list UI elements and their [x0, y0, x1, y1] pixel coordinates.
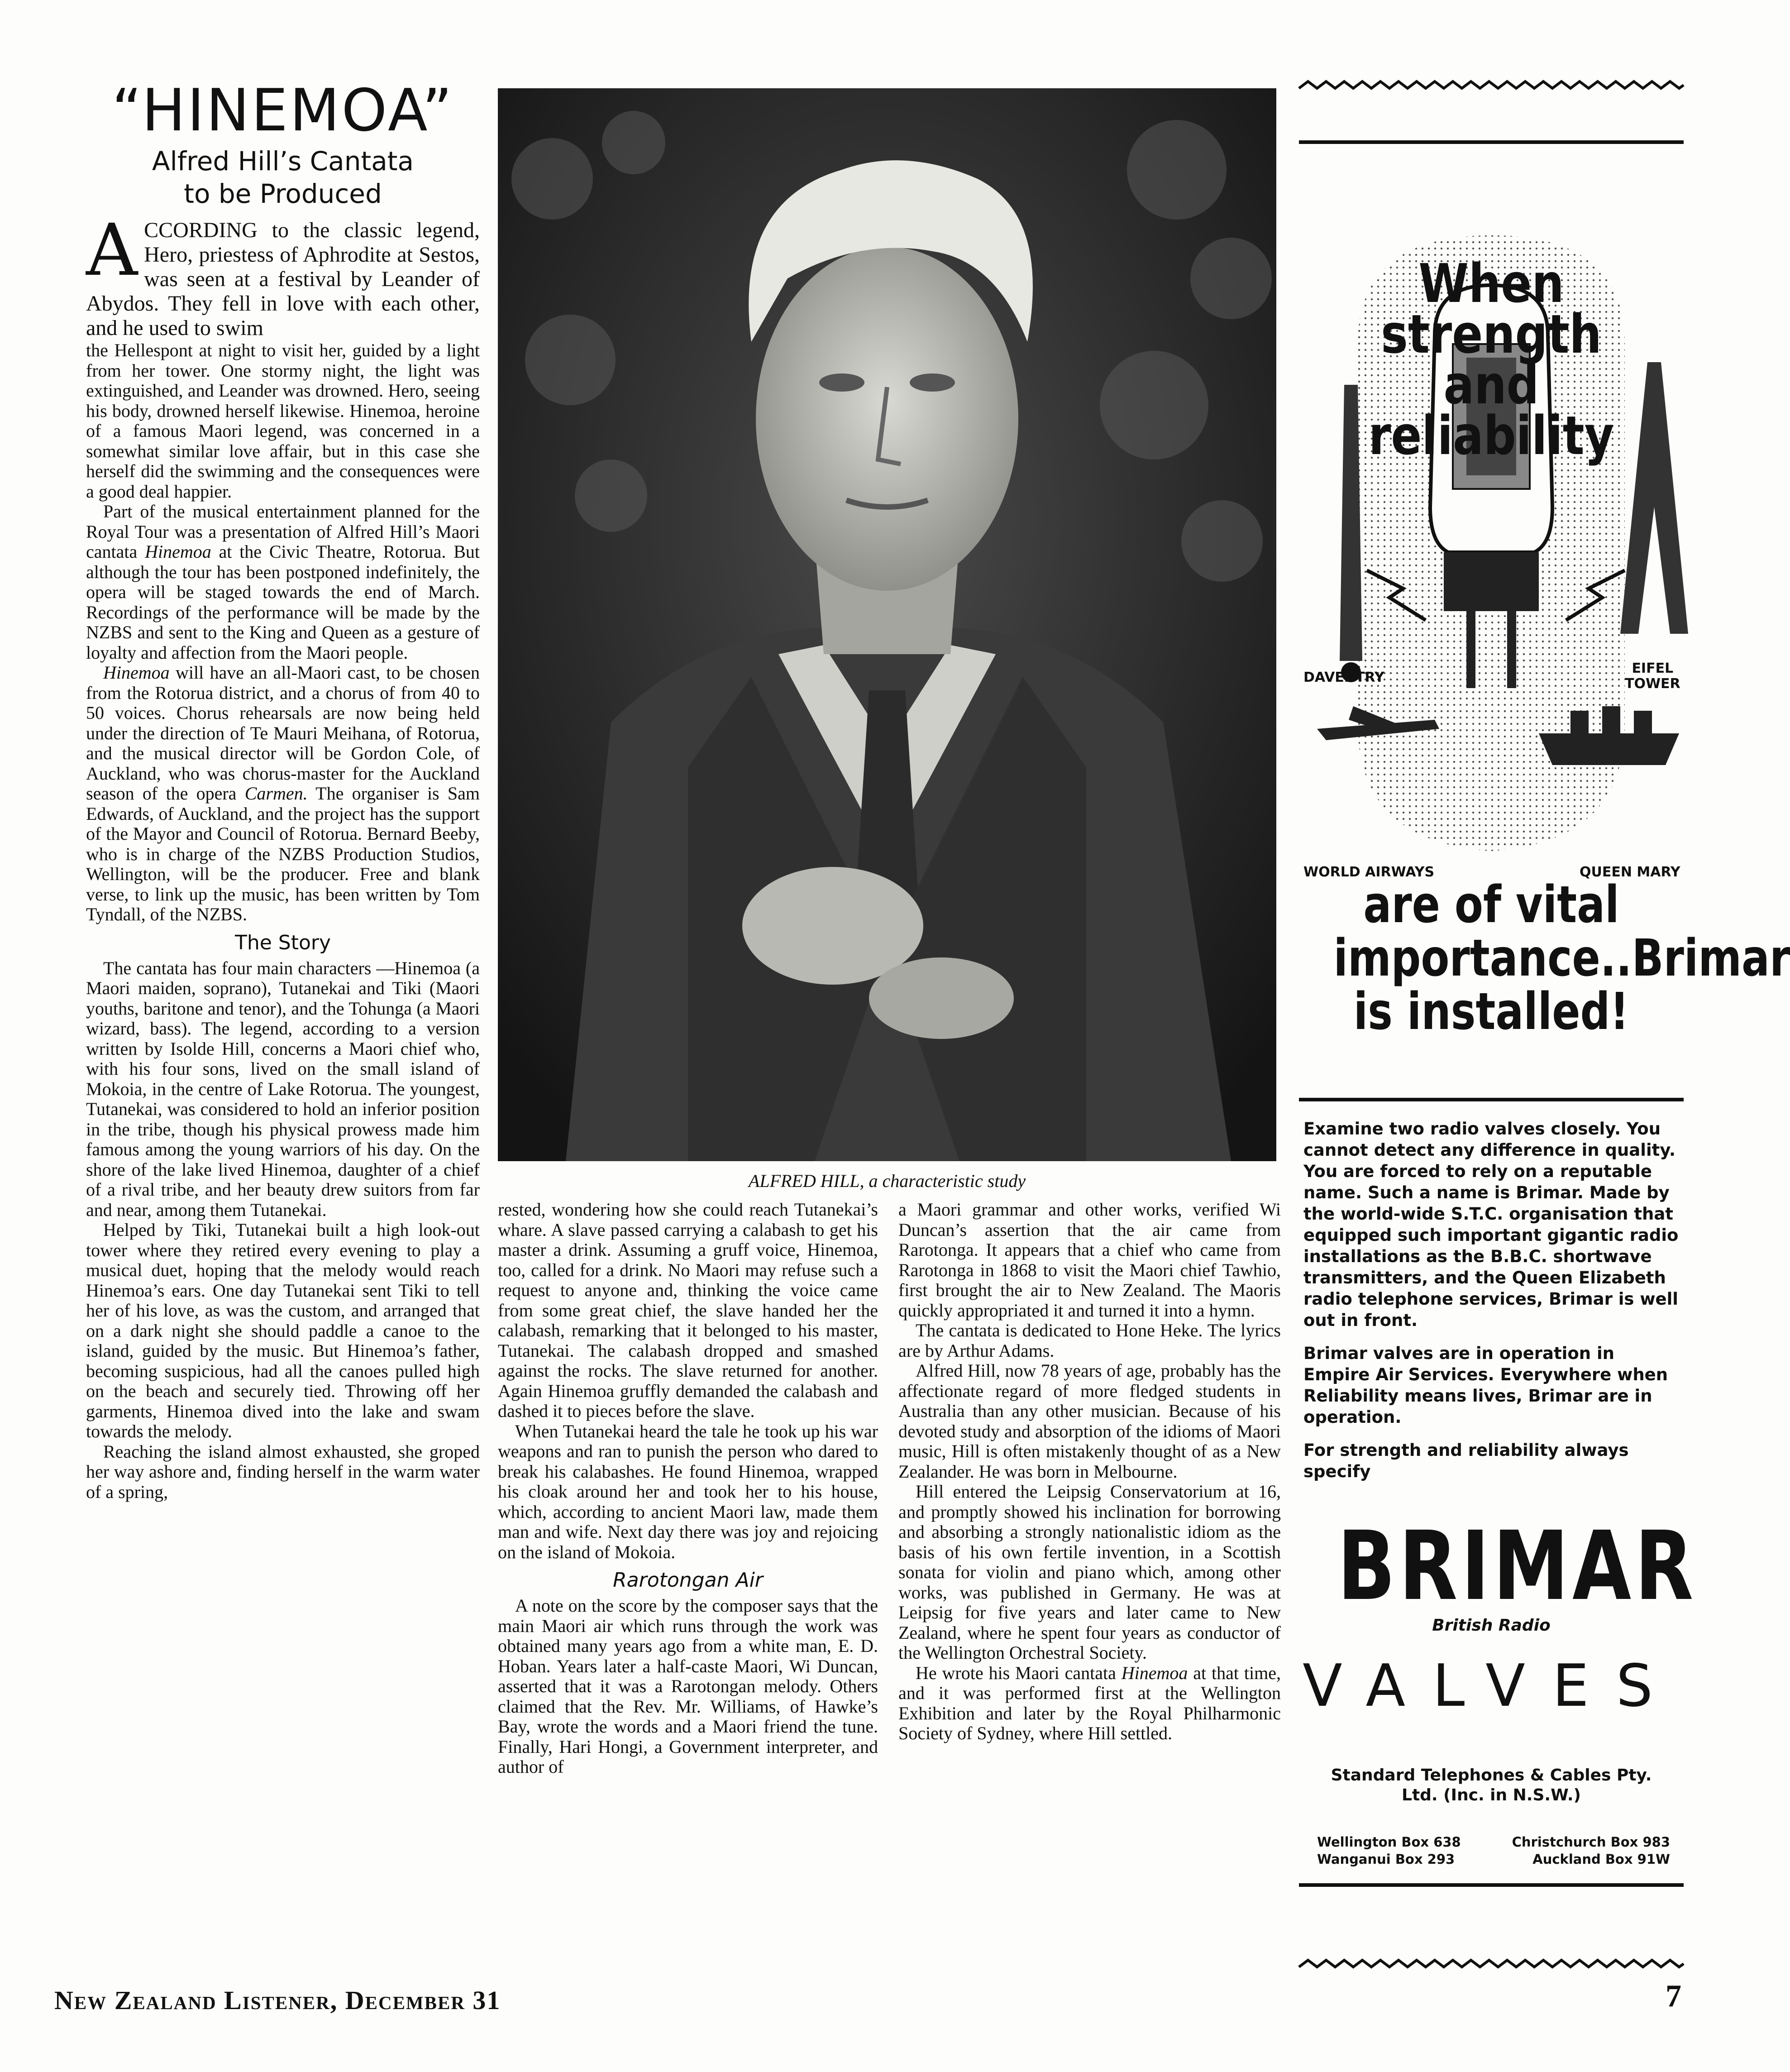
story-paragraph-3: Reaching the island almost exhausted, she groped her way ashore and, finding herself in the warm water of a spring,	[86, 1441, 480, 1502]
ad-body-paragraph-2: Brimar valves are in operation in Empire Air Services. Everywhere when Reliability means lives, Brimar are in operation.	[1303, 1344, 1668, 1427]
portrait-photo	[498, 88, 1276, 1161]
col3-paragraph-1: a Maori grammar and other works, verified Wi Duncan’s assertion that the air came from Rarotonga. It appears that a chief who came from Rarotonga in 1868 to visit the Maori chief Tawhio, first brought the air to New Zealand. The Maoris quickly appropriated it and turned it into a hymn.	[898, 1199, 1281, 1321]
col3-p5-text-a: He wrote his Maori cantata	[916, 1662, 1122, 1683]
ad-headline-middle	[1333, 876, 1790, 1041]
ad-middle-rule	[1299, 1098, 1684, 1101]
paragraph-3	[86, 663, 480, 925]
office-auckland: Auckland Box 91W	[1532, 1852, 1670, 1867]
label-eifel-line2: TOWER	[1625, 676, 1680, 692]
story-paragraph-1: The cantata has four main characters —Hinemoa (a Maori maiden, soprano), Tutanekai and Tiki (Maori youths, baritone and tenor), and the Tohunga (a Maori wizard, bass). The legend, according to a version written by Isolde Hill, concerns a Maori chief who, with his four sons, lived on the small island of Mokoia, in the centre of Lake Rotorua. The youngest, Tutanekai, was considered to hold an inferior position in the tribe, though his physical prowess made him famous among the young warriors of his day. On the shore of the lake lived Hinemoa, daughter of a chief of a rival tribe, and her beauty drew suitors from far and near, among them Tutanekai.	[86, 957, 480, 1220]
p3-italic-2: Carmen.	[244, 783, 308, 804]
ad-headline-top-line2: reliability	[1368, 404, 1614, 467]
article-column-3	[898, 1200, 1281, 1744]
subtitle-line-1: Alfred Hill’s Cantata	[152, 146, 414, 177]
p2-italic: Hinemoa	[145, 541, 211, 562]
ad-top-rule	[1299, 140, 1684, 144]
ad-body-copy	[1303, 1118, 1679, 1494]
office-addresses	[1317, 1833, 1670, 1868]
subhead-the-story: The Story	[234, 931, 331, 954]
office-wellington: Wellington Box 638	[1317, 1834, 1461, 1850]
ad-headline-top	[1328, 252, 1655, 467]
brand-tagline: British Radio	[1432, 1616, 1551, 1635]
masthead-footer: New Zealand Listener, December 31	[54, 1986, 501, 2015]
p3-italic: Hinemoa	[103, 662, 170, 683]
office-wanganui: Wanganui Box 293	[1317, 1852, 1455, 1867]
col2-paragraph-1: rested, wondering how she could reach Tutanekai’s whare. A slave passed carrying a calabash to get his master a drink. Assuming a gruff voice, Hinemoa, too, called for a drink. No Maori may refuse such a request to anyone and, thinking the voice came from some great chief, the slave handed her the calabash, remarking that it belonged to his master, Tutanekai. The calabash dropped and smashed against the rocks. The slave returned for another. Again Hinemoa gruffly demanded the calabash and dashed it to pieces before the slave.	[498, 1199, 878, 1421]
office-row-1	[1317, 1833, 1670, 1851]
col2-paragraph-3: A note on the score by the composer says that the main Maori air which runs through the work was obtained many years ago from a white man, E. D. Hoban. Years later a half-caste Maori, Wi Duncan, asserted that it was a Rarotongan melody. Others claimed that the Rev. Mr. Williams, of Hawke’s Bay, wrote the words and a Maori friend the tune. Finally, Hari Hongi, a Government interpreter, and author of	[498, 1595, 878, 1777]
ad-headline-mid-line3: is installed!	[1353, 982, 1629, 1041]
label-queen-mary: QUEEN MARY	[1580, 864, 1680, 880]
ad-bottom-zigzag-border	[1299, 1956, 1684, 1974]
col3-paragraph-2: The cantata is dedicated to Hone Heke. The lyrics are by Arthur Adams.	[898, 1320, 1281, 1361]
company-line-2: Ltd. (Inc. in N.S.W.)	[1402, 1786, 1581, 1804]
drop-cap: A	[86, 209, 138, 292]
lead-paragraph	[86, 209, 480, 340]
label-daventry: DAVENTRY	[1303, 670, 1384, 685]
photo-caption: ALFRED HILL, a characteristic study	[748, 1171, 1026, 1191]
p2-text-a: Part of the musical entertainment planned for the Royal Tour was a presentation of Alfred Hill’s Maori cantata	[86, 501, 480, 562]
col3-p5-text-b: at that time, and it was performed first at the Wellington Exhibition and later by the Royal Philharmonic Society of Sydney, where Hill settled.	[898, 1662, 1281, 1743]
ad-headline-mid-line1: are of vital	[1363, 876, 1619, 934]
lead-rest-paragraph: the Hellespont at night to visit her, guided by a light from her tower. One stormy night, the light was extinguished, and Leander was drowned. Hero, seeing his body, drowned herself likewise. Hinemoa, heroine of a famous Maori legend, was concerned in a somewhat similar love affair, but in this case she herself did the swimming and the consequences were a good deal happier.	[86, 340, 480, 502]
brimar-advertisement	[1299, 77, 1790, 1987]
article-subtitle	[86, 145, 480, 210]
article-body-col1	[86, 209, 480, 1502]
company-line-1: Standard Telephones & Cables Pty.	[1331, 1766, 1652, 1785]
story-paragraph-2: Helped by Tiki, Tutanekai built a high look-out tower where they retired every evening to play a musical duet, hoping that the melody would reach Hinemoa’s ears. One day Tutanekai sent Tiki to tell her of his love, as was the custom, and arranged that on a dark night she should paddle a canoe to the island, guided by the music. But Hinemoa’s father, becoming suspicious, had all the canoes pulled high on the beach and securely tied. Throwing off her garments, Hinemoa dived into the lake and swam towards the melody.	[86, 1220, 480, 1441]
p3-text-a: will have an all-Maori cast, to be chosen from the Rotorua district, and a chorus of from 40 to 50 voices. Chorus rehearsals are now being held under the direction of Te Mauri Meihana, of Rotorua, and the musical director will be Gordon Cole, of Auckland, who was chorus-master for the Auckland season of the opera	[86, 662, 480, 804]
ad-body-paragraph-3: For strength and reliability always specify	[1303, 1440, 1629, 1481]
subhead-rarotongan-air: Rarotongan Air	[613, 1569, 763, 1592]
ad-headline-top-line1: When strength and	[1381, 252, 1602, 416]
subtitle-line-2: to be Produced	[184, 178, 382, 209]
article-title: “HINEMOA”	[112, 77, 454, 144]
p3-text-b: The organiser is Sam Edwards, of Auckland, and the project has the support of the Mayor and Council of Rotorua. Bernard Beeby, who is in charge of the NZBS Production Studios, Wellington, will be the producer. Free and blank verse, to link up the music, has been written by Tom Tyndall, of the NZBS.	[86, 783, 480, 924]
office-row-2	[1317, 1851, 1670, 1868]
ad-bottom-rule	[1299, 1883, 1684, 1887]
company-name	[1299, 1766, 1684, 1805]
label-eifel-line1: EIFEL	[1632, 660, 1674, 676]
label-world-airways: WORLD AIRWAYS	[1303, 864, 1435, 880]
ad-headline-mid-line2: importance..Brimar	[1333, 929, 1790, 988]
article-column-2	[498, 1200, 878, 1777]
col3-paragraph-4: Hill entered the Leipsig Conservatorium at 16, and promptly showed his inclination for borrowing and absorbing a strongly nationalistic idiom as the basis of his own fertile invention, in a Scottish sonata for violin and piano which, among other works, was published in Germany. He was at Leipsig for five years and later came to New Zealand, where he spent four years as conductor of the Wellington Orchestral Society.	[898, 1481, 1281, 1663]
lead-first-text: CCORDING to the classic legend, Hero, priestess of Aphrodite at Sestos, was seen at a festival by Leander of Abydos. They fell in love with each other, and he used to swim	[86, 218, 480, 340]
page-number: 7	[1666, 1979, 1681, 2014]
ad-body-paragraph-1: Examine two radio valves closely. You cannot detect any difference in quality. You are forced to rely on a reputable name. Such a name is Brimar. Made by the world-wide S.T.C. organisation that equipped such important gigantic radio installations as the B.B.C. shortwave transmitters, and the Queen Elizabeth radio telephone services, Brimar is well out in front.	[1303, 1119, 1679, 1330]
office-christchurch: Christchurch Box 983	[1512, 1834, 1670, 1850]
brimar-logo: BRIMAR	[1337, 1511, 1697, 1622]
article-column-1	[86, 77, 480, 1502]
col2-paragraph-2: When Tutanekai heard the tale he took up his war weapons and ran to punish the person who dared to break his calabashes. He found Hinemoa, wrapped his cloak around her and took her to his house, which, according to ancient Maori law, made them man and wife. Next day there was joy and rejoicing on the island of Mokoia.	[498, 1421, 878, 1562]
col3-paragraph-3: Alfred Hill, now 78 years of age, probably has the affectionate regard of more fledged students in Australia than any other musician. Because of his devoted study and absorption of the idioms of Maori music, Hill is often mistakenly thought of as a New Zealander. He was born in Melbourne.	[898, 1360, 1281, 1482]
p2-text-b: at the Civic Theatre, Rotorua. But although the tour has been postponed indefinitely, the opera will be staged towards the end of March. Recordings of the performance will be made by the NZBS and sent to the King and Queen as a gesture of loyalty and affection from the Maori people.	[86, 541, 480, 663]
brand-valves-wordmark: VALVES	[1303, 1652, 1680, 1720]
col3-paragraph-5	[898, 1663, 1281, 1744]
paragraph-2	[86, 502, 480, 663]
col3-p5-italic: Hinemoa	[1121, 1662, 1188, 1683]
portrait-illustration	[498, 88, 1276, 1161]
label-eifel-tower	[1625, 661, 1680, 692]
ad-top-zigzag-border	[1299, 77, 1684, 95]
